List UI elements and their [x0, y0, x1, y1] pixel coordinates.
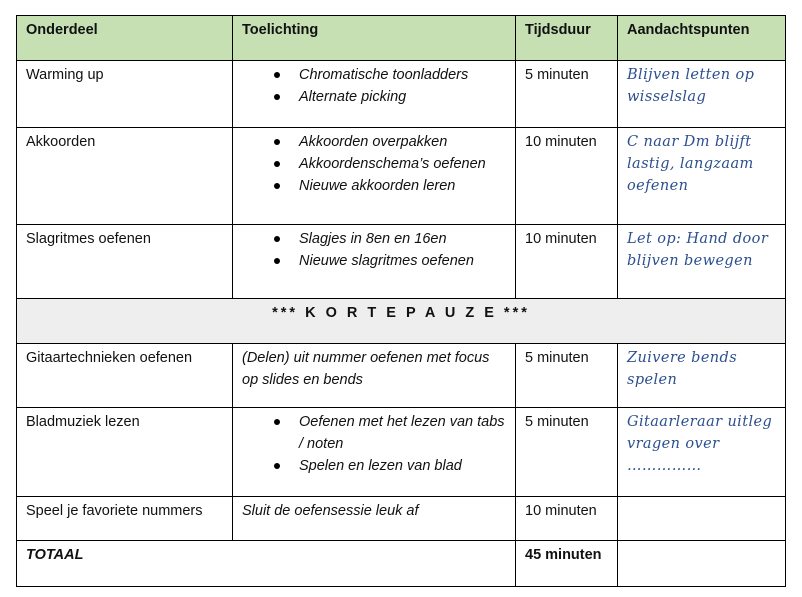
cell-handwritten-note: Zuivere bends spelen	[618, 344, 786, 408]
cell-onderdeel: Slagritmes oefenen	[17, 225, 233, 299]
header-onderdeel: Onderdeel	[17, 16, 233, 61]
list-item: Spelen en lezen van blad	[299, 455, 506, 477]
pause-label: *** K O R T E P A U Z E ***	[17, 299, 786, 344]
cell-toelichting: (Delen) uit nummer oefenen met focus op slides en bends	[233, 344, 516, 408]
cell-tijdsduur: 10 minuten	[516, 497, 618, 541]
list-item: Nieuwe akkoorden leren	[299, 175, 506, 197]
pause-row	[17, 299, 786, 344]
cell-handwritten-note: Blijven letten op wisselslag	[618, 61, 786, 128]
header-aandachtspunten: Aandachtspunten	[618, 16, 786, 61]
list-item: Slagjes in 8en en 16en	[299, 228, 506, 250]
list-item: Chromatische toonladders	[299, 64, 506, 86]
table-row	[17, 225, 786, 299]
bullet-list	[242, 228, 506, 272]
cell-toelichting: Sluit de oefensessie leuk af	[233, 497, 516, 541]
table-row	[17, 497, 786, 541]
bullet-list	[242, 64, 506, 108]
cell-onderdeel: Warming up	[17, 61, 233, 128]
table-row	[17, 128, 786, 225]
list-item: Nieuwe slagritmes oefenen	[299, 250, 506, 272]
practice-schedule-table	[16, 15, 786, 587]
table-row	[17, 408, 786, 497]
cell-onderdeel: Bladmuziek lezen	[17, 408, 233, 497]
cell-handwritten-note: Let op: Hand door blijven bewegen	[618, 225, 786, 299]
cell-handwritten-note: C naar Dm blijft lastig, langzaam oefenen	[618, 128, 786, 225]
header-toelichting: Toelichting	[233, 16, 516, 61]
total-row	[17, 541, 786, 587]
cell-onderdeel: Speel je favoriete nummers	[17, 497, 233, 541]
list-item: Alternate picking	[299, 86, 506, 108]
cell-toelichting	[233, 225, 516, 299]
cell-tijdsduur: 10 minuten	[516, 225, 618, 299]
header-row	[17, 16, 786, 61]
cell-tijdsduur: 5 minuten	[516, 408, 618, 497]
cell-tijdsduur: 5 minuten	[516, 61, 618, 128]
table-row	[17, 344, 786, 408]
cell-tijdsduur: 5 minuten	[516, 344, 618, 408]
total-value: 45 minuten	[516, 541, 618, 587]
bullet-list	[242, 131, 506, 197]
cell-toelichting	[233, 128, 516, 225]
total-empty-cell	[618, 541, 786, 587]
list-item: Akkoordenschema’s oefenen	[299, 153, 506, 175]
cell-handwritten-note	[618, 497, 786, 541]
bullet-list	[242, 411, 506, 477]
list-item: Oefenen met het lezen van tabs / noten	[299, 411, 506, 455]
header-tijdsduur: Tijdsduur	[516, 16, 618, 61]
cell-handwritten-note: Gitaarleraar uitleg vragen over ……………	[618, 408, 786, 497]
cell-toelichting	[233, 408, 516, 497]
table-row	[17, 61, 786, 128]
cell-onderdeel: Akkoorden	[17, 128, 233, 225]
cell-toelichting	[233, 61, 516, 128]
list-item: Akkoorden overpakken	[299, 131, 506, 153]
cell-tijdsduur: 10 minuten	[516, 128, 618, 225]
cell-onderdeel: Gitaartechnieken oefenen	[17, 344, 233, 408]
total-label: TOTAAL	[17, 541, 516, 587]
